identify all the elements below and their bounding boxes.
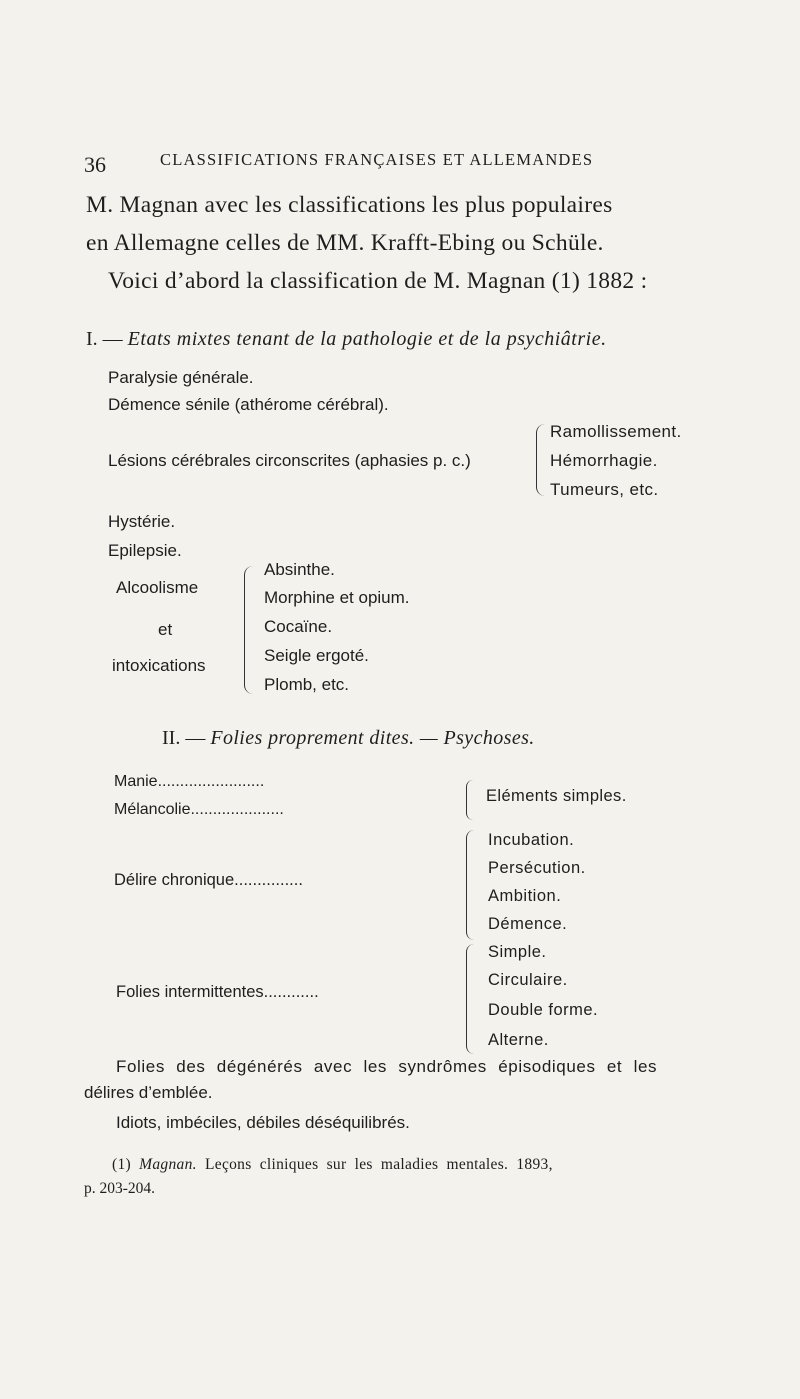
section-1-heading	[86, 328, 607, 351]
item-lesions: Lésions cérébrales circonscrites (aphasies p. c.)	[108, 451, 471, 470]
item-manie: Manie........................	[114, 773, 265, 790]
section-2-title: Folies proprement dites. — Psychoses.	[210, 727, 535, 749]
lesion-type: Hémorrhagie.	[550, 451, 658, 470]
footnote-line-1	[112, 1156, 553, 1174]
folies-item: Circulaire.	[488, 971, 568, 989]
alcool-label: Alcoolisme	[116, 578, 199, 597]
item-degeneres-line-1: Folies des dégénérés avec les syndrômes épisodiques et les	[116, 1057, 658, 1076]
section-1-numeral: I. —	[86, 328, 123, 350]
brace-delire	[466, 830, 474, 940]
footnote-line-2: p. 203-204.	[84, 1180, 156, 1197]
alcool-item: Cocaïne.	[264, 617, 333, 636]
page-number: 36	[84, 152, 106, 177]
alcool-item: Morphine et opium.	[264, 588, 410, 607]
item-paralysie: Paralysie générale.	[108, 368, 254, 387]
brace-lesions	[536, 424, 545, 496]
footnote-text: Leçons cliniques sur les maladies mentales. 1893,	[205, 1156, 553, 1173]
item-degeneres-line-2: délires d’emblée.	[84, 1083, 213, 1102]
item-delire-chronique: Délire chronique...............	[114, 871, 303, 889]
brace-elements	[466, 780, 473, 820]
item-hysterie: Hystérie.	[108, 512, 176, 531]
delire-item: Ambition.	[488, 887, 562, 905]
folies-item: Double forme.	[488, 1001, 599, 1019]
intro-line-3: Voici d’abord la classification de M. Magnan (1) 1882 :	[108, 268, 648, 294]
folies-item: Simple.	[488, 943, 547, 961]
alcool-item: Seigle ergoté.	[264, 646, 369, 665]
lesion-type: Tumeurs, etc.	[550, 480, 659, 499]
footnote-author: Magnan.	[139, 1156, 197, 1173]
elements-simples: Eléments simples.	[486, 787, 627, 805]
section-2-heading	[162, 727, 535, 750]
brace-folies	[466, 944, 474, 1054]
item-epilepsie: Epilepsie.	[108, 541, 182, 560]
alcool-label: intoxications	[112, 656, 206, 675]
running-title: CLASSIFICATIONS FRANÇAISES ET ALLEMANDES	[160, 150, 594, 169]
delire-item: Incubation.	[488, 831, 575, 849]
alcool-item: Absinthe.	[264, 560, 335, 579]
item-melancolie: Mélancolie.....................	[114, 801, 284, 818]
section-2-numeral: II. —	[162, 727, 206, 749]
alcool-label: et	[158, 620, 173, 639]
folies-item: Alterne.	[488, 1031, 549, 1049]
item-demence-senile: Démence sénile (athérome cérébral).	[108, 395, 389, 414]
intro-line-2: en Allemagne celles de MM. Krafft-Ebing ou Schüle.	[86, 230, 604, 256]
lesion-type: Ramollissement.	[550, 422, 682, 441]
footnote-marker: (1)	[112, 1156, 131, 1173]
item-folies-intermittentes: Folies intermittentes............	[116, 983, 319, 1001]
brace-alcool	[244, 566, 253, 694]
alcool-item: Plomb, etc.	[264, 675, 350, 694]
delire-item: Persécution.	[488, 859, 586, 877]
intro-line-1: M. Magnan avec les classifications les plus populaires	[86, 192, 613, 218]
item-idiots: Idiots, imbéciles, débiles déséquilibrés.	[116, 1113, 410, 1132]
section-1-title: Etats mixtes tenant de la pathologie et de la psychiâtrie.	[127, 328, 607, 350]
delire-item: Démence.	[488, 915, 568, 933]
